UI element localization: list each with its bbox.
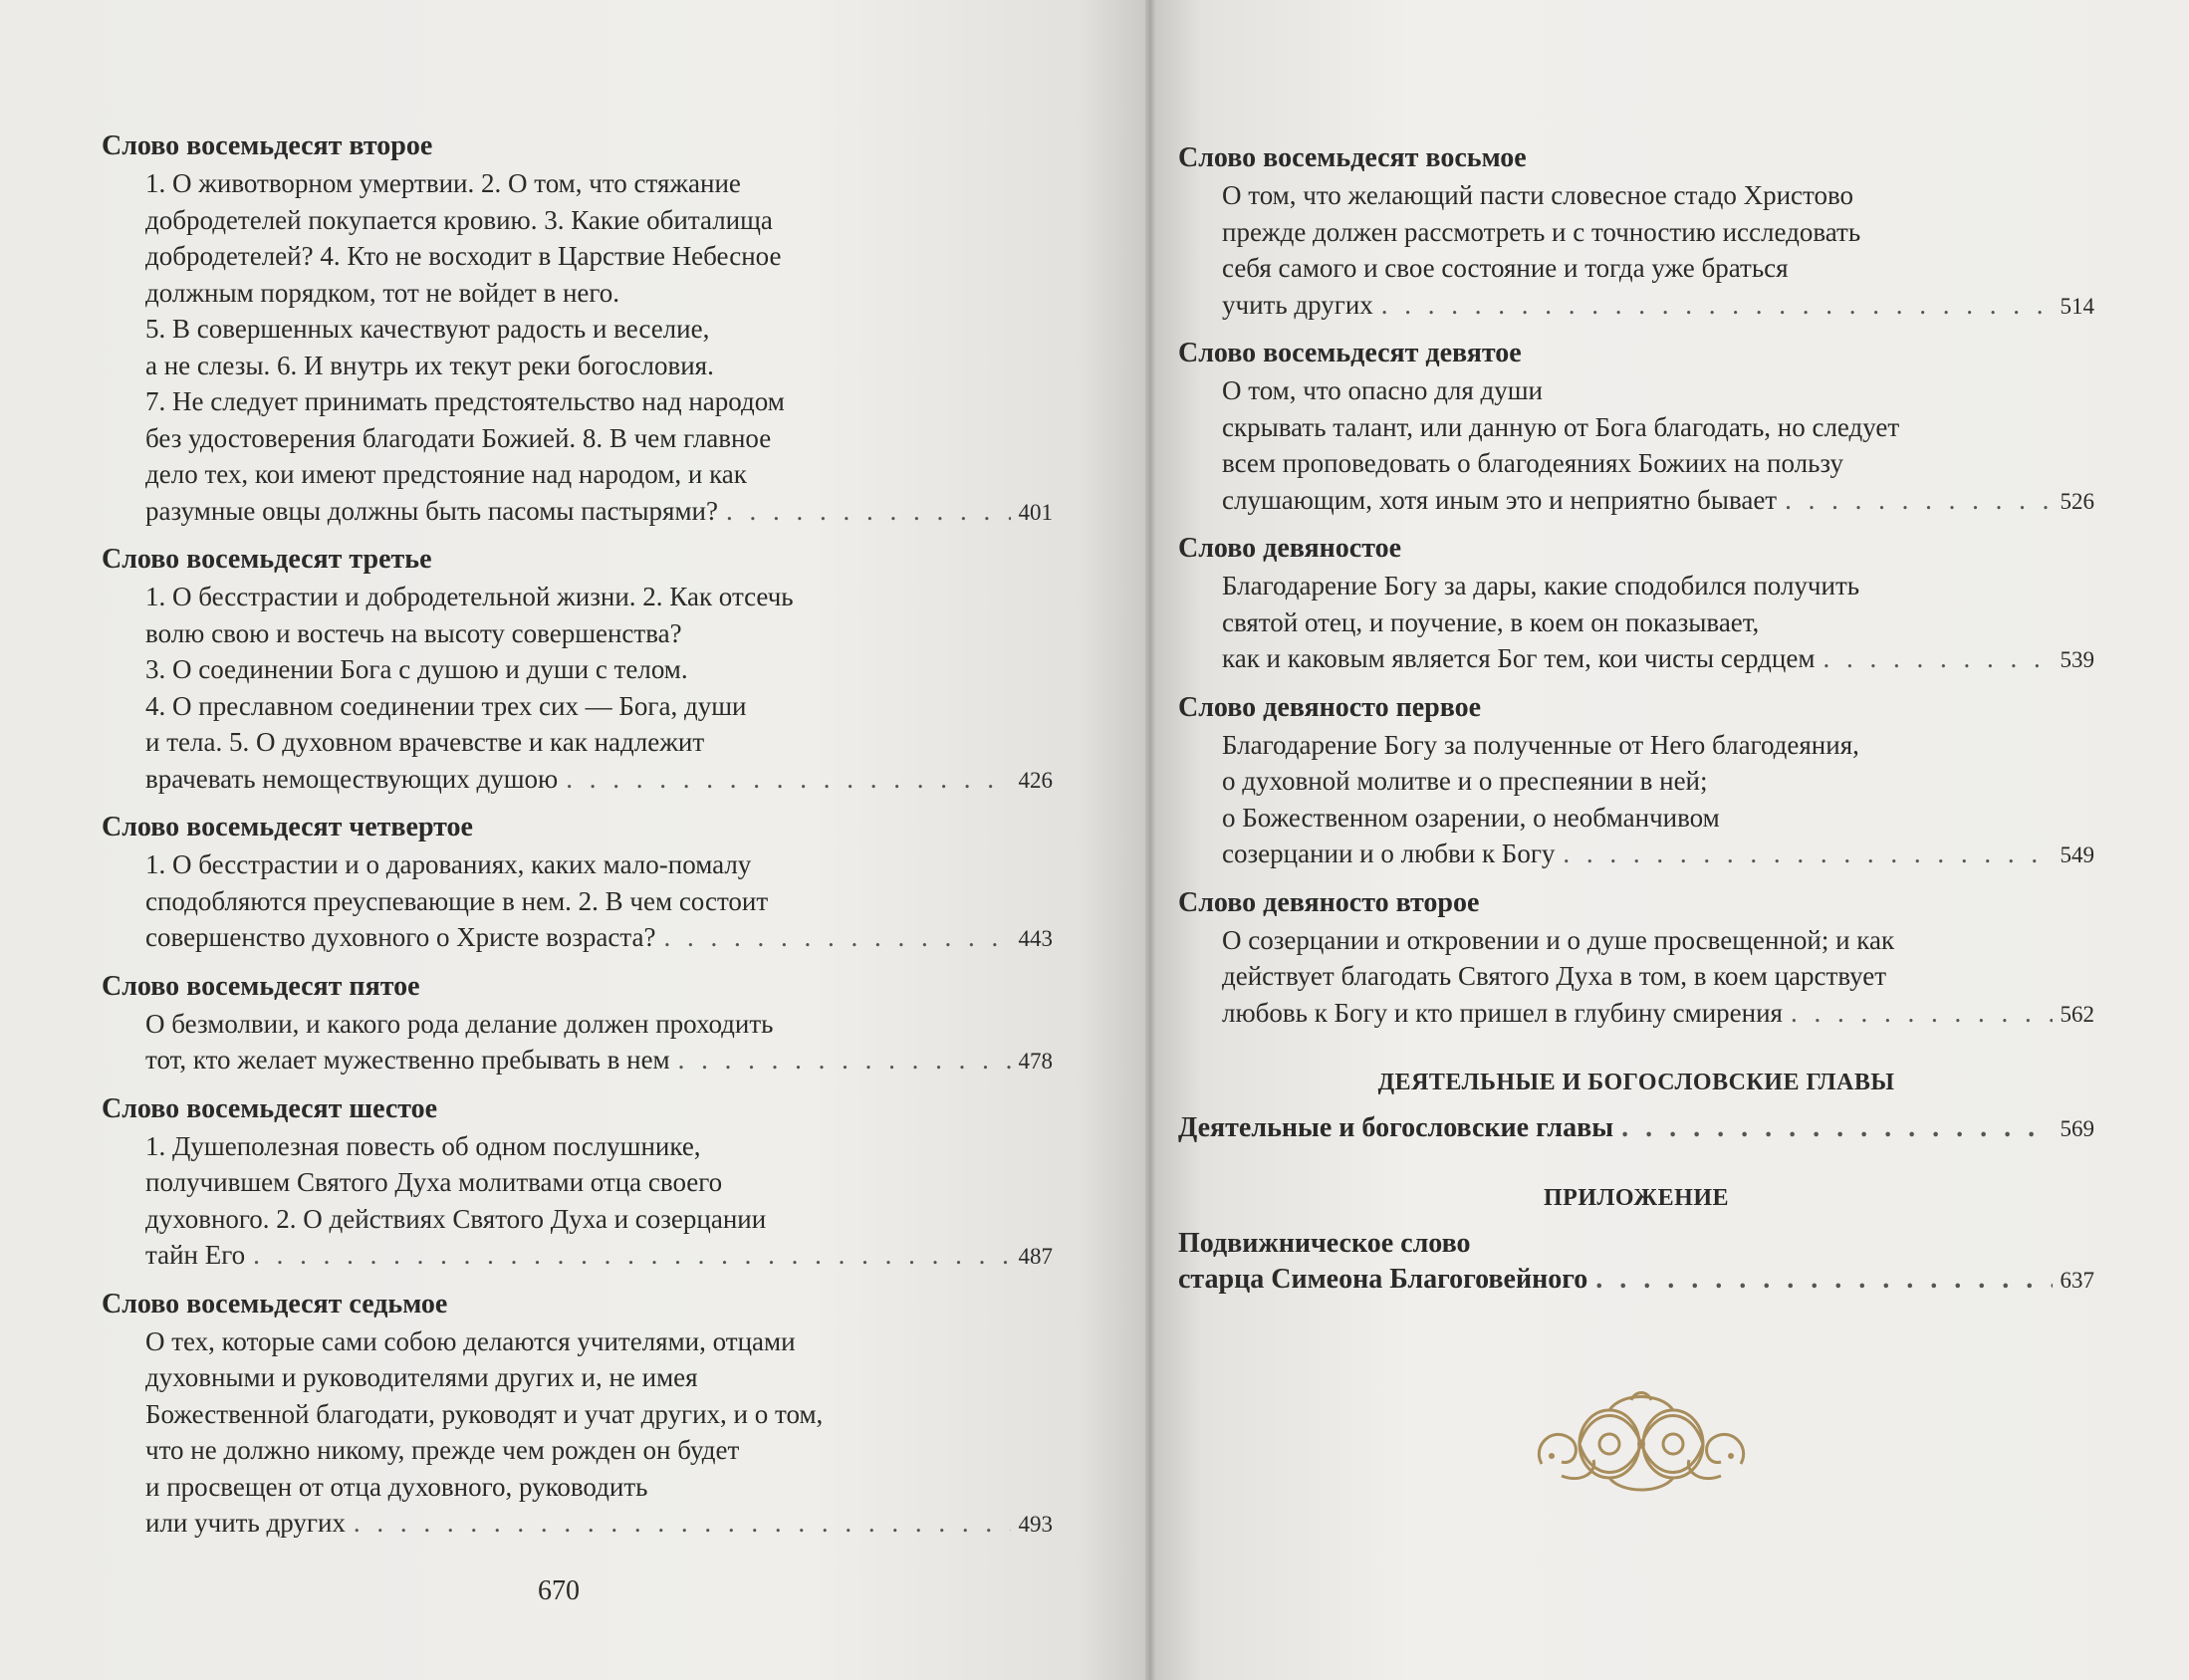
toc-entry-line: или учить других <box>145 1508 346 1538</box>
toc-entry-line: 1. О бесстрастии и добродетельной жизни. 2. Как отсечь <box>145 582 794 611</box>
toc-entry-line: добродетелей покупается кровию. 3. Какие обиталища <box>145 204 773 235</box>
toc-section-entry[interactable] <box>1178 1226 2094 1300</box>
toc-entry-line: а не слезы. 6. И внутрь их текут реки богословия. <box>145 350 714 380</box>
dot-leader <box>678 1042 1011 1079</box>
dot-leader <box>1563 836 2052 872</box>
toc-entry-last-line <box>1222 287 2094 326</box>
book-spine <box>1145 0 1155 1680</box>
dot-leader <box>1791 995 2053 1032</box>
toc-entry-line: Божественной благодати, руководят и учат других, и о том, <box>145 1398 824 1429</box>
toc-entry-title[interactable]: Слово восемьдесят четвертое <box>102 812 473 842</box>
toc-entry-line: действует благодать Святого Духа в том, в коем царствует <box>1222 961 1887 991</box>
toc-section-last-line <box>1178 1110 2094 1148</box>
toc-entry-description <box>1178 568 2094 679</box>
toc-entry-description <box>1178 922 2094 1034</box>
toc-entry-line: 1. Душеполезная повесть об одном послушнике, <box>145 1130 701 1161</box>
toc-entry-line: О созерцании и откровении и о душе просвещенной; и как <box>1222 924 1895 955</box>
toc-entry-last-line <box>1222 995 2094 1034</box>
toc-entry-line: Благодарение Богу за дары, какие сподобился получить <box>1222 571 1860 600</box>
toc-page-number[interactable]: 569 <box>2060 1116 2094 1141</box>
section-heading: ДЕЯТЕЛЬНЫЕ И БОГОСЛОВСКИЕ ГЛАВЫ <box>1377 1070 1895 1095</box>
toc-entry-line: О том, что опасно для души <box>1222 375 1544 405</box>
toc-entry-line: себя самого и свое состояние и тогда уже браться <box>1222 253 1789 283</box>
toc-entry-line: скрывать талант, или данную от Бога благодать, но следует <box>1222 411 1900 442</box>
toc-entry-line: о духовной молитве и о преспеянии в ней; <box>1222 766 1708 796</box>
toc-page-number[interactable]: 539 <box>2060 647 2094 672</box>
toc-entry[interactable] <box>102 1286 1053 1544</box>
toc-entry-description <box>102 1128 1053 1276</box>
toc-entry-title[interactable]: Слово восемьдесят седьмое <box>102 1288 448 1320</box>
toc-entry-line: святой отец, и поучение, в коем он показывает, <box>1222 606 1760 637</box>
toc-entry-line: и тела. 5. О духовном врачевстве и как надлежит <box>145 727 705 757</box>
dot-leader <box>354 1505 1011 1542</box>
section-heading: ПРИЛОЖЕНИЕ <box>1543 1184 1730 1211</box>
toc-entry[interactable] <box>102 1090 1053 1276</box>
dot-leader <box>566 761 1010 798</box>
toc-entry-last-line <box>145 1505 1053 1544</box>
toc-entry-line: 7. Не следует принимать предстоятельство над народом <box>145 386 785 416</box>
toc-entry-line: добродетелей? 4. Кто не восходит в Царствие Небесное <box>145 241 782 271</box>
toc-entry-last-line <box>1222 640 2094 679</box>
toc-entry-line: врачевать немоществующих душою <box>145 763 559 794</box>
toc-entry-description <box>1178 727 2094 874</box>
toc-entry-title[interactable]: Слово восемьдесят шестое <box>102 1092 438 1124</box>
toc-entry-line: всем проповедовать о благодеяниях Божиих на пользу <box>1222 448 1844 478</box>
toc-entry-description <box>102 165 1053 531</box>
toc-section-line: Деятельные и богословские главы <box>1178 1112 1614 1143</box>
toc-entry[interactable] <box>1178 689 2094 874</box>
toc-entry-line: учить других <box>1222 289 1373 320</box>
toc-entry-line: прежде должен рассмотреть и с точностию исследовать <box>1222 216 1861 247</box>
dot-leader <box>1823 640 2052 677</box>
toc-entry-title[interactable]: Слово восемьдесят восьмое <box>1178 142 1527 173</box>
toc-entry-line: слушающим, хотя иным это и неприятно бывает <box>1222 484 1778 515</box>
toc-entry-line: тайн Его <box>145 1240 246 1270</box>
toc-entry-line: что не должно никому, прежде чем рожден он будет <box>145 1435 740 1465</box>
toc-entry-line: тот, кто желает мужественно пребывать в нем <box>145 1045 670 1075</box>
toc-page-number[interactable]: 562 <box>2060 1001 2094 1027</box>
toc-entry-line: 4. О преславном соединении трех сих — Бога, души <box>145 690 747 721</box>
celtic-knot-ornament-icon <box>1532 1386 1751 1496</box>
toc-entry-description <box>102 846 1053 958</box>
toc-entry-line: получившем Святого Духа молитвами отца своего <box>145 1167 723 1197</box>
toc-entry-line: О том, что желающий пасти словесное стадо Христово <box>1222 180 1854 210</box>
toc-entry-line: Благодарение Богу за полученные от Него благодеяния, <box>1222 729 1859 760</box>
toc-entry-last-line <box>145 1237 1053 1276</box>
toc-page-number[interactable]: 637 <box>2060 1268 2094 1293</box>
toc-entry[interactable] <box>1178 139 2094 325</box>
toc-entry-description <box>1178 372 2094 520</box>
toc-entry-title[interactable]: Слово восемьдесят второе <box>102 130 433 161</box>
dot-leader <box>1381 287 2053 324</box>
toc-entry-description <box>102 579 1053 799</box>
toc-entry-description <box>102 1006 1053 1080</box>
dot-leader <box>726 493 1011 530</box>
toc-entry-last-line <box>145 761 1053 800</box>
toc-entry-line: волю свою и востечь на высоту совершенства? <box>145 617 682 648</box>
toc-page-number[interactable]: 526 <box>2060 488 2094 514</box>
toc-section-line: старца Симеона Благоговейного <box>1178 1264 1588 1295</box>
toc-entry-line: совершенство духовного о Христе возраста? <box>145 922 656 952</box>
toc-page-number[interactable]: 549 <box>2060 842 2094 867</box>
toc-section-last-line <box>1178 1262 2094 1300</box>
toc-entry-last-line <box>145 493 1053 532</box>
toc-page-number[interactable]: 493 <box>1018 1512 1053 1537</box>
toc-entry-line: дело тех, кои имеют предстояние над народом, и как <box>145 459 747 489</box>
toc-entry-line: любовь к Богу и кто пришел в глубину смирения <box>1222 997 1783 1028</box>
toc-entry-line: и просвещен от отца духовного, руководить <box>145 1471 648 1502</box>
toc-entry-line: О безмолвии, и какого рода делание должен проходить <box>145 1008 774 1039</box>
toc-section-line: Подвижническое слово <box>1178 1227 1471 1259</box>
toc-entry-last-line <box>1222 482 2094 521</box>
toc-entry-description <box>102 1323 1053 1544</box>
dot-leader <box>1595 1262 2052 1299</box>
toc-entry-title[interactable]: Слово восемьдесят третье <box>102 544 432 575</box>
toc-entry-title[interactable]: Слово восемьдесят пятое <box>102 970 420 1002</box>
toc-section-entry[interactable] <box>1178 1110 2094 1148</box>
toc-entry-description <box>1178 177 2094 325</box>
toc-entry-line: 1. О бесстрастии и о дарованиях, каких мало-помалу <box>145 849 752 879</box>
toc-entry[interactable] <box>102 968 1053 1080</box>
toc-entry-line: без удостоверения благодати Божией. 8. В чем главное <box>145 422 772 453</box>
toc-entry-title[interactable]: Слово восемьдесят девятое <box>1178 338 1522 368</box>
right-toc-column <box>1178 139 2094 1300</box>
toc-entry-line: сподобляются преуспевающие в нем. 2. В чем состоит <box>145 885 769 916</box>
toc-entry-line: 3. О соединении Бога с душою и души с телом. <box>145 654 688 684</box>
toc-page-number[interactable]: 401 <box>1018 499 1053 525</box>
toc-entry-last-line <box>145 919 1053 958</box>
dot-leader <box>1621 1110 2052 1147</box>
page-number: 670 <box>538 1575 580 1606</box>
dot-leader <box>253 1237 1010 1274</box>
toc-entry[interactable] <box>102 809 1053 958</box>
toc-entry-line: разумные овцы должны быть пасомы пастырями? <box>145 495 718 526</box>
toc-entry[interactable] <box>102 541 1053 799</box>
toc-entry[interactable] <box>1178 530 2094 679</box>
toc-entry-last-line <box>1222 836 2094 874</box>
toc-entry-line: 1. О животворном умертвии. 2. О том, что стяжание <box>145 168 741 198</box>
left-toc-column <box>102 127 1053 1554</box>
toc-entry-title[interactable]: Слово девяностое <box>1178 533 1402 564</box>
toc-entry-line: духовного. 2. О действиях Святого Духа и созерцании <box>145 1203 767 1234</box>
toc-entry-line: духовными и руководителями других и, не имея <box>145 1362 698 1392</box>
toc-entry-line: о Божественном озарении, о необманчивом <box>1222 802 1720 833</box>
toc-entry[interactable] <box>102 127 1053 531</box>
toc-entry-line: О тех, которые сами собою делаются учителями, отцами <box>145 1325 796 1356</box>
toc-entry-title[interactable]: Слово девяносто первое <box>1178 691 1482 723</box>
dot-leader <box>663 919 1010 956</box>
toc-entry-line: созерцании и о любви к Богу <box>1222 839 1556 868</box>
toc-entry-title[interactable]: Слово девяносто второе <box>1178 886 1480 918</box>
dot-leader <box>1785 482 2052 519</box>
toc-page-number[interactable]: 426 <box>1018 767 1053 793</box>
toc-page-number[interactable]: 478 <box>1018 1049 1053 1074</box>
toc-entry-line: должным порядком, тот не войдет в него. <box>145 277 620 308</box>
toc-page-number[interactable]: 443 <box>1018 926 1053 951</box>
toc-entry-line: 5. В совершенных качествуют радость и веселие, <box>145 314 710 344</box>
toc-page-number[interactable]: 514 <box>2060 293 2094 319</box>
toc-entry-line: как и каковым является Бог тем, кои чисты сердцем <box>1222 643 1816 673</box>
toc-entry[interactable] <box>1178 335 2094 520</box>
toc-entry[interactable] <box>1178 884 2094 1034</box>
toc-page-number[interactable]: 487 <box>1018 1244 1053 1269</box>
toc-entry-last-line <box>145 1042 1053 1080</box>
